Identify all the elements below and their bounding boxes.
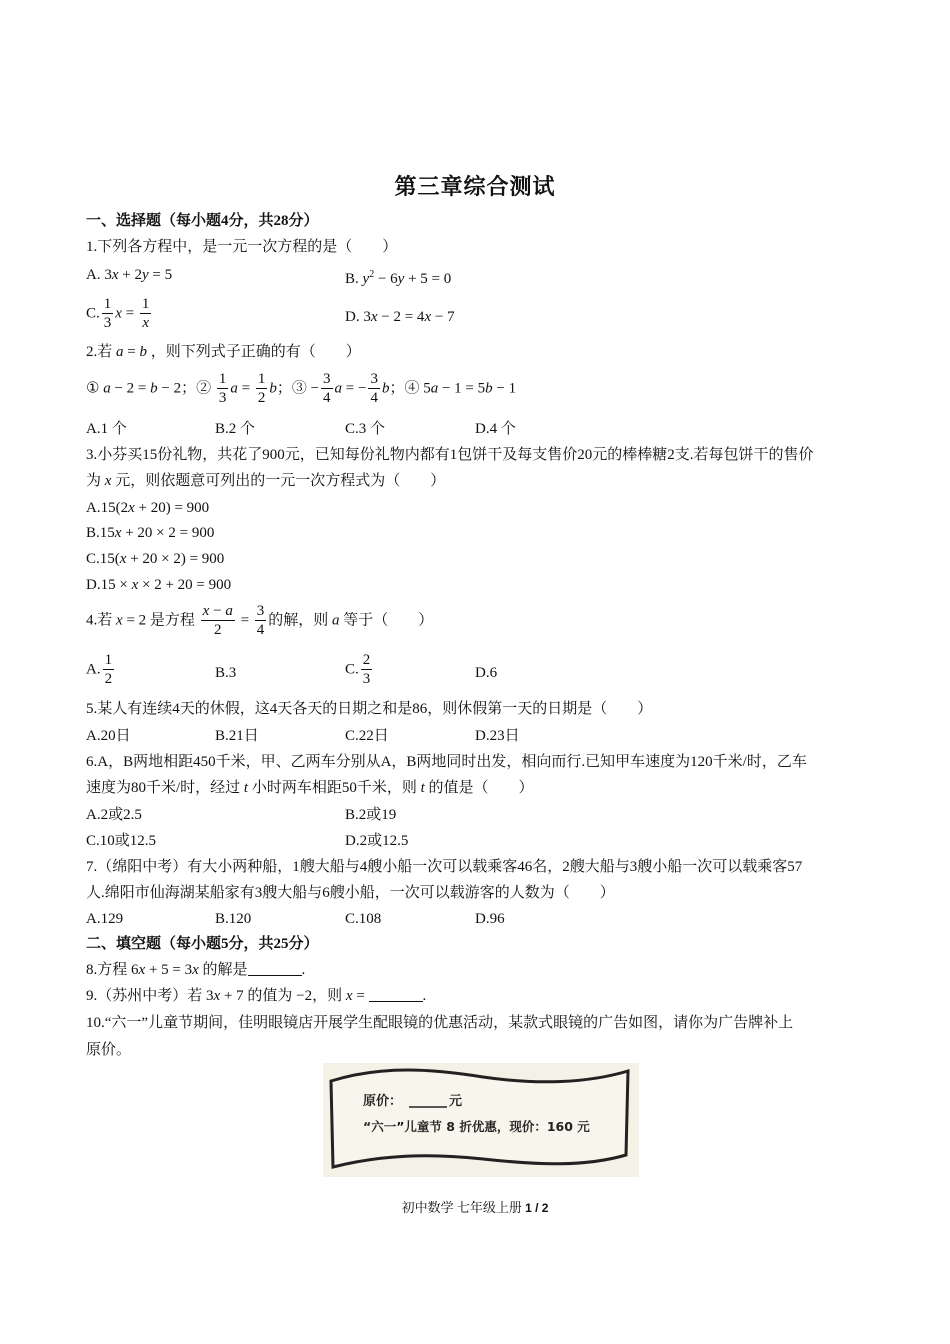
q4-option-b: B.3 [215,665,237,681]
q4-option-a: A. $\frac{1}{2}$ [86,652,113,687]
q1-option-d: D. 3x − 2 = 4x − 7 [345,309,455,325]
q7-stem-line1: 7.（绵阳中考）有大小两种船，1艘大船与4艘小船一次可以载乘客46名，2艘大船与3艘小船一次可以载乘客57 [86,859,803,875]
q1-option-a: A. 3x + 2y = 5 [86,267,173,283]
q10-stem-line1: 10.“六一”儿童节期间，佳明眼镜店开展学生配眼镜的优惠活动，某款式眼镜的广告如图，请你为广告牌补上 [86,1015,794,1031]
q6-option-b: B.2或19 [345,807,397,823]
page-number: 1 / 2 [525,1201,549,1215]
q2-option-b: B.2 个 [215,421,256,437]
q8-stem: 8.方程 6x + 5 = 3x 的解是 . [86,962,306,978]
q2-option-a: A.1 个 [86,421,127,437]
q3-stem-line1: 3.小芬买15份礼物，共花了900元，已知每份礼物内都有1包饼干及每支售价20元的棒棒糖2支.若每包饼干的售价 [86,447,814,463]
ad-promo-text: “六一”儿童节 8 折优惠，现价：160 元 [363,1119,590,1134]
q3-stem-line2: 为 x 元，则依题意可列出的一元一次方程式为（ ） [86,473,446,489]
q5-option-c: C.22日 [345,728,389,744]
q4-option-d: D.6 [475,665,498,681]
q1-option-b: B. $y^2 - 6y + 5 = 0$ [345,269,452,287]
q3-option-b: B.15x + 20 × 2 = 900 [86,525,215,541]
q7-stem-line2: 人.绵阳市仙海湖某船家有3艘大船与6艘小船，一次可以载游客的人数为（ ） [86,885,615,901]
page-footer [0,1197,950,1216]
q7-option-c: C.108 [345,911,382,927]
q2-statements: ① a − 2 = b − 2；② $\frac{1}{3}$ a = $\frac{1}{2}$ b；③ − $\frac{3}{4}$ a = − $\frac{3}{4}$ b；④ 5a − 1 = 5b − 1 [86,371,517,406]
q8-answer-blank[interactable] [248,961,302,976]
q6-option-c: C.10或12.5 [86,833,157,849]
q6-stem-line1: 6.A，B两地相距450千米，甲、乙两车分别从A，B两地同时出发，相向而行.已知甲车速度为120千米/时，乙车 [86,754,807,770]
q9-answer-blank[interactable] [369,987,423,1002]
section-heading-choice: 一、选择题（每小题4分，共28分） [86,213,319,229]
ad-original-price-label: 原价： [363,1094,403,1109]
q5-stem: 5.某人有连续4天的休假，这4天各天的日期之和是86，则休假第一天的日期是（ ） [86,701,653,717]
footer-text: 初中数学 七年级上册 [401,1200,522,1215]
q5-option-a: A.20日 [86,728,131,744]
q10-stem-line2: 原价。 [86,1042,132,1058]
q6-option-a: A.2或2.5 [86,807,142,823]
q3-option-d: D.15 × x × 2 + 20 = 900 [86,577,232,593]
q3-option-c: C.15(x + 20 × 2) = 900 [86,551,225,567]
q2-option-d: D.4 个 [475,421,516,437]
q6-option-d: D.2或12.5 [345,833,409,849]
q4-option-c: C. $\frac{2}{3}$ [345,652,371,687]
q2-stem: 2.若 a = b ，则下列式子正确的有（ ） [86,344,361,360]
ad-original-price-unit: 元 [449,1094,463,1109]
q5-option-b: B.21日 [215,728,259,744]
section-heading-fill: 二、填空题（每小题5分，共25分） [86,936,319,952]
q5-option-d: D.23日 [475,728,520,744]
q4-stem: 4.若 x = 2 是方程 $\frac{x - a}{2}$ = $\frac{3}{4}$ 的解，则 a 等于（ ） [86,603,434,638]
q7-option-a: A.129 [86,911,124,927]
q1-option-c: C. $\frac{1}{3}$ x = $\frac{1}{x}$ [86,296,150,331]
q9-stem: 9.（苏州中考）若 3x + 7 的值为 −2，则 x = . [86,988,427,1004]
q1-stem: 1.下列各方程中，是一元一次方程的是（ ） [86,239,398,255]
q3-option-a: A.15(2x + 20) = 900 [86,500,210,516]
page-title: 第三章综合测试 [394,174,556,199]
q7-option-b: B.120 [215,911,252,927]
q6-stem-line2: 速度为80千米/时，经过 t 小时两车相距50千米，则 t 的值是（ ） [86,780,534,796]
advertisement-figure [323,1063,639,1177]
q2-option-c: C.3 个 [345,421,386,437]
q7-option-d: D.96 [475,911,505,927]
